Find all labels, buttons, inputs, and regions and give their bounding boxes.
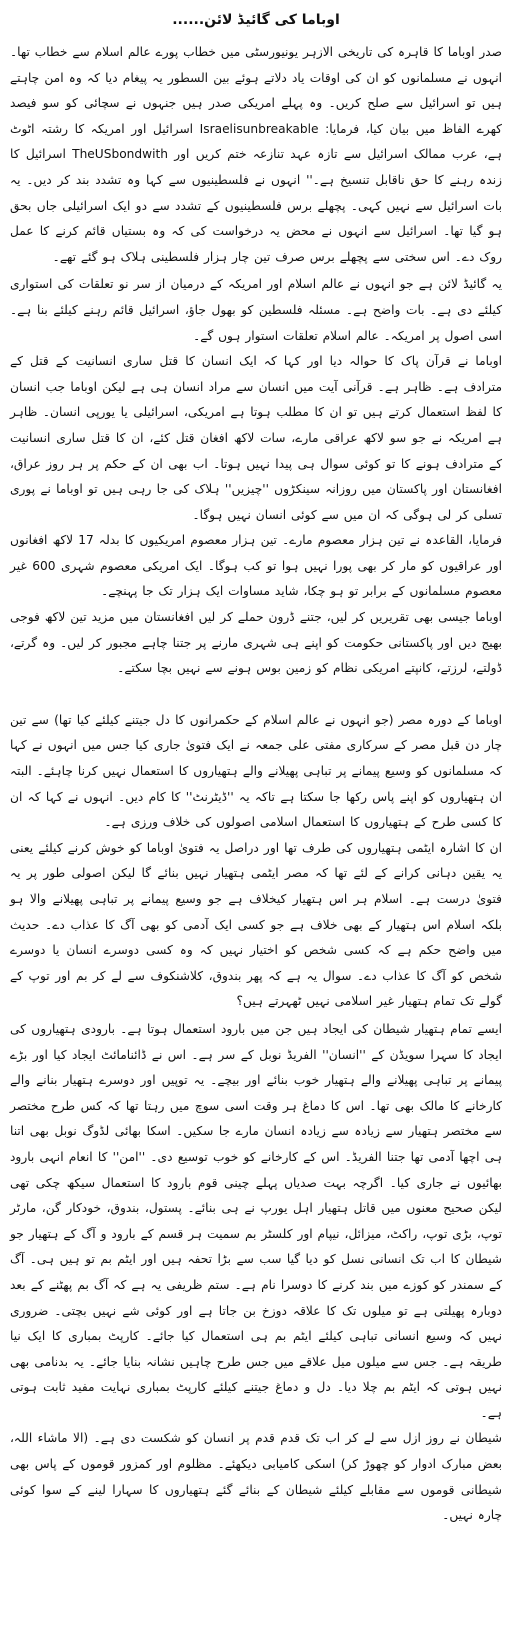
paragraph: صدر اوباما کا قاہرہ کی تاریخی الازہر یونیورسٹی میں خطاب پورے عالم اسلام سے خطاب تھا۔ انہوں نے مسلمانوں کو ان کی اوقات یاد دلاتے ہوئے بین السطور یہ پیغام دیا کہ وہ امن چاہتے ہیں تو اسرائیل سے صلح کریں۔ وہ پہلے امریکی صدر ہیں جنہوں نے سچائی کو سو فیصد کھرے الفاظ میں بیان کیا، فرمایا: Israelisunbreakable اسرائیل اور امریکہ کا رشتہ اٹوٹ ہے، عرب ممالک اسرائیل سے تازہ عہد تنازعہ ختم کریں اور TheUSbondwith اسرائیل کا زندہ رہنے کا حق ناقابل تنسیخ ہے۔'' انہوں نے فلسطینیوں سے کہا وہ تشدد بند کر دیں۔ یہ بات اسرائیل سے نہیں کہی۔ پچھلے برس فلسطینیوں کے تشدد سے دو ایک اسرائیلی جاں بحق ہو گیا تھا۔ اسرائیل سے انہوں نے محض یہ درخواست کی کہ وہ بستیاں قائم کرنے کا عمل روک دے۔ اس سختی سے پچھلے برس صرف تین چار ہزار فلسطینی ہلاک ہو گئے تھے۔ — [10, 45, 502, 264]
paragraph: ایسے تمام ہتھیار شیطان کی ایجاد ہیں جن میں بارود استعمال ہوتا ہے۔ بارودی ہتھیاروں کی ایجاد کا سہرا سویڈن کے ''انسان'' الفریڈ نوبل کے سر ہے۔ اس نے ڈائنامائٹ ایجاد کیا اور بڑے پیمانے پر تباہی پھیلانے والے ہتھیار خوب بنائے اور بیچے۔ یہ توپیں اور دوسرے ہتھیار بنانے والے کارخانے کا مالک بھی تھا۔ اس کا دماغ ہر وقت اسی سوچ میں رہتا تھا کہ کس طرح مختصر سے مختصر ہتھیار سے زیادہ سے زیادہ انسان مارے جا سکیں۔ اسکا بھائی لڈوگ نوبل بھی اتنا ہی اچھا آدمی تھا جتنا الفریڈ۔ اس کے کارخانے کو خوب توسیع دی۔ ''امن'' کا انعام انہی بارود بھائیوں نے جاری کیا۔ اگرچہ بہت صدیاں پہلے چینی قوم بارود کا استعمال سیکھ چکی تھی لیکن صحیح معنوں میں قاتل ہتھیار اہل یورپ نے ہی بنائے۔ پستول، بندوق، خودکار گن، مارٹر توپ، بڑی توپ، راکٹ، میزائل، نیپام اور کلسٹر بم سمیت ہر قسم کے بارود و آگ کے ہتھیار جو شیطان کا اب تک انسانی نسل کو دیا گیا سب سے بڑا تحفہ ہیں اور ایٹم بم تو ہیں ہی۔ آگ کے سمندر کو کوزے میں بند کرنے کا دوسرا نام ہے۔ ستم ظریفی یہ ہے کہ آگ بم پھٹنے کے بعد دوبارہ پھیلتی ہے تو میلوں تک کا علاقہ دوزخ بن جاتا ہے اور کوئی شے نہیں بچتی۔ ضروری نہیں کہ وسیع انسانی تباہی کیلئے ایٹم بم ہی استعمال کیا جائے۔ کارپٹ بمباری کا ایک نیا طریقہ ہے۔ جس سے میلوں میل علاقے میں جس طرح چاہیں نشانہ بنایا جائے۔ یہ بدنامی بھی نہیں ہوتی کہ ایٹم بم چلا دیا۔ دل و دماغ جیتنے کیلئے کارپٹ بمباری نہایت مفید ثابت ہوتی ہے۔ — [10, 1021, 502, 1420]
paragraph: یہ گائیڈ لائن ہے جو انہوں نے عالم اسلام اور امریکہ کے درمیان از سر نو تعلقات کی استواری کیلئے دی ہے۔ بات واضح ہے۔ مسئلہ فلسطین کو بھول جاؤ، اسرائیل قائم رہنے کیلئے بنا ہے۔ اسی اصول پر امریکہ۔ عالم اسلام تعلقات استوار ہوں گے۔ — [10, 277, 502, 343]
paragraph: فرمایا، القاعدہ نے تین ہزار معصوم مارے۔ تین ہزار معصوم امریکیوں کا بدلہ 17 لاکھ افغانوں اور عراقیوں کو مار کر بھی پورا نہیں ہوا تو کب ہوگا۔ ایک امریکی معصوم شہری 600 غیر معصوم مسلمانوں کے برابر تو ہو چکا، شاید مساوات ایک ہزار تک جا پہنچے۔ — [10, 533, 502, 599]
section-2 — [10, 272, 502, 682]
paragraph: ان کا اشارہ ایٹمی ہتھیاروں کی طرف تھا اور دراصل یہ فتویٰ اوباما کو خوش کرنے کیلئے یعنی یہ یقین دہانی کرانے کے لئے تھا کہ مصر ایٹمی ہتھیار نہیں بنائے گا لیکن اصولی طور پر یہ فتویٰ درست ہے۔ اسلام ہر اس ہتھیار کیخلاف ہے جو وسیع پیمانے پر تباہی پھیلانے والا ہو بلکہ اسلام اس ہتھیار کے بھی خلاف ہے جو کسی ایک آدمی کو بھی آگ کا عذاب دے۔ حدیث میں واضح حکم ہے کہ کسی شخص کو اختیار نہیں کہ وہ کسی دوسرے انسان یا دوسرے شخص کو آگ کا عذاب دے۔ سوال یہ ہے کہ پھر بندوق، کلاشنکوف سے لے کر بم اور توپ کے گولے تک تمام ہتھیار غیر اسلامی نہیں ٹھہرتے ہیں؟ — [10, 840, 502, 1009]
section-3 — [10, 708, 502, 1015]
section-1 — [10, 40, 502, 270]
paragraph: شیطان نے روز ازل سے لے کر اب تک قدم قدم پر انسان کو شکست دی ہے۔ (الا ماشاء اللہ، بعض مبارک ادوار کو چھوڑ کر) اسکی کامیابی دیکھئے۔ مظلوم اور کمزور قوموں کے پاس بھی شیطانی قوموں سے مقابلے کیلئے شیطان کے بنائے گئے ہتھیاروں کا سہارا لینے کے سوا کوئی چارہ نہیں۔ — [10, 1431, 502, 1523]
paragraph: اوباما جیسی بھی تقریریں کر لیں، جتنے ڈرون حملے کر لیں افغانستان میں مزید تین لاکھ فوجی بھیج دیں اور پاکستانی حکومت کو اپنے ہی شہری مارنے پر جتنا چاہے مجبور کر لیں۔ وہ گرتے، ڈولتے، لرزتے، کانپتے امریکی نظام کو زمین بوس ہونے سے نہیں بچا سکتے۔ — [10, 610, 502, 676]
section-4 — [10, 1017, 502, 1529]
article-title: اوباما کی گائیڈ لائن...... — [172, 12, 340, 28]
paragraph: اوباما نے قرآن پاک کا حوالہ دیا اور کہا کہ ایک انسان کا قتل ساری انسانیت کے قتل کے مترادف ہے۔ ظاہر ہے۔ قرآنی آیت میں انسان سے مراد انسان ہی ہے لیکن اوباما جب انسان کا لفظ استعمال کرتے ہیں تو ان کا مطلب ہوتا ہے امریکی، اسرائیلی یا یورپی انسان۔ ظاہر ہے امریکہ نے جو سو لاکھ عراقی مارے، سات لاکھ افغان قتل کئے، ان کا قتل ساری انسانیت کے مترادف ہونے کا تو کوئی سوال ہی پیدا نہیں ہوتا۔ اب بھی ان کے حکم پر ہر روز عراق، افغانستان اور پاکستان میں روزانہ سینکڑوں ''چیزیں'' ہلاک کی جا رہی ہیں تو اوباما نے پوری تسلی کر لی ہوگی کہ ان میں سے کوئی انسان نہیں ہوگا۔ — [10, 354, 502, 522]
paragraph: اوباما کے دورہ مصر (جو انہوں نے عالم اسلام کے حکمرانوں کا دل جیتنے کیلئے کیا تھا) سے تین چار دن قبل مصر کے سرکاری مفتی علی جمعہ نے ایک فتویٰ جاری کیا جس میں انہوں نے کہا کہ مسلمانوں کو وسیع پیمانے پر تباہی پھیلانے والے ہتھیاروں کا استعمال نہیں کرنا چاہئے۔ البتہ ان ہتھیاروں کو اپنے پاس رکھا جا سکتا ہے تاکہ یہ ''ڈیٹرنٹ'' کا کام دیں۔ انہوں نے کہا کہ ان کا کسی طرح کے ہتھیاروں کا استعمال اسلامی اصولوں کی خلاف ورزی ہے۔ — [10, 712, 502, 830]
